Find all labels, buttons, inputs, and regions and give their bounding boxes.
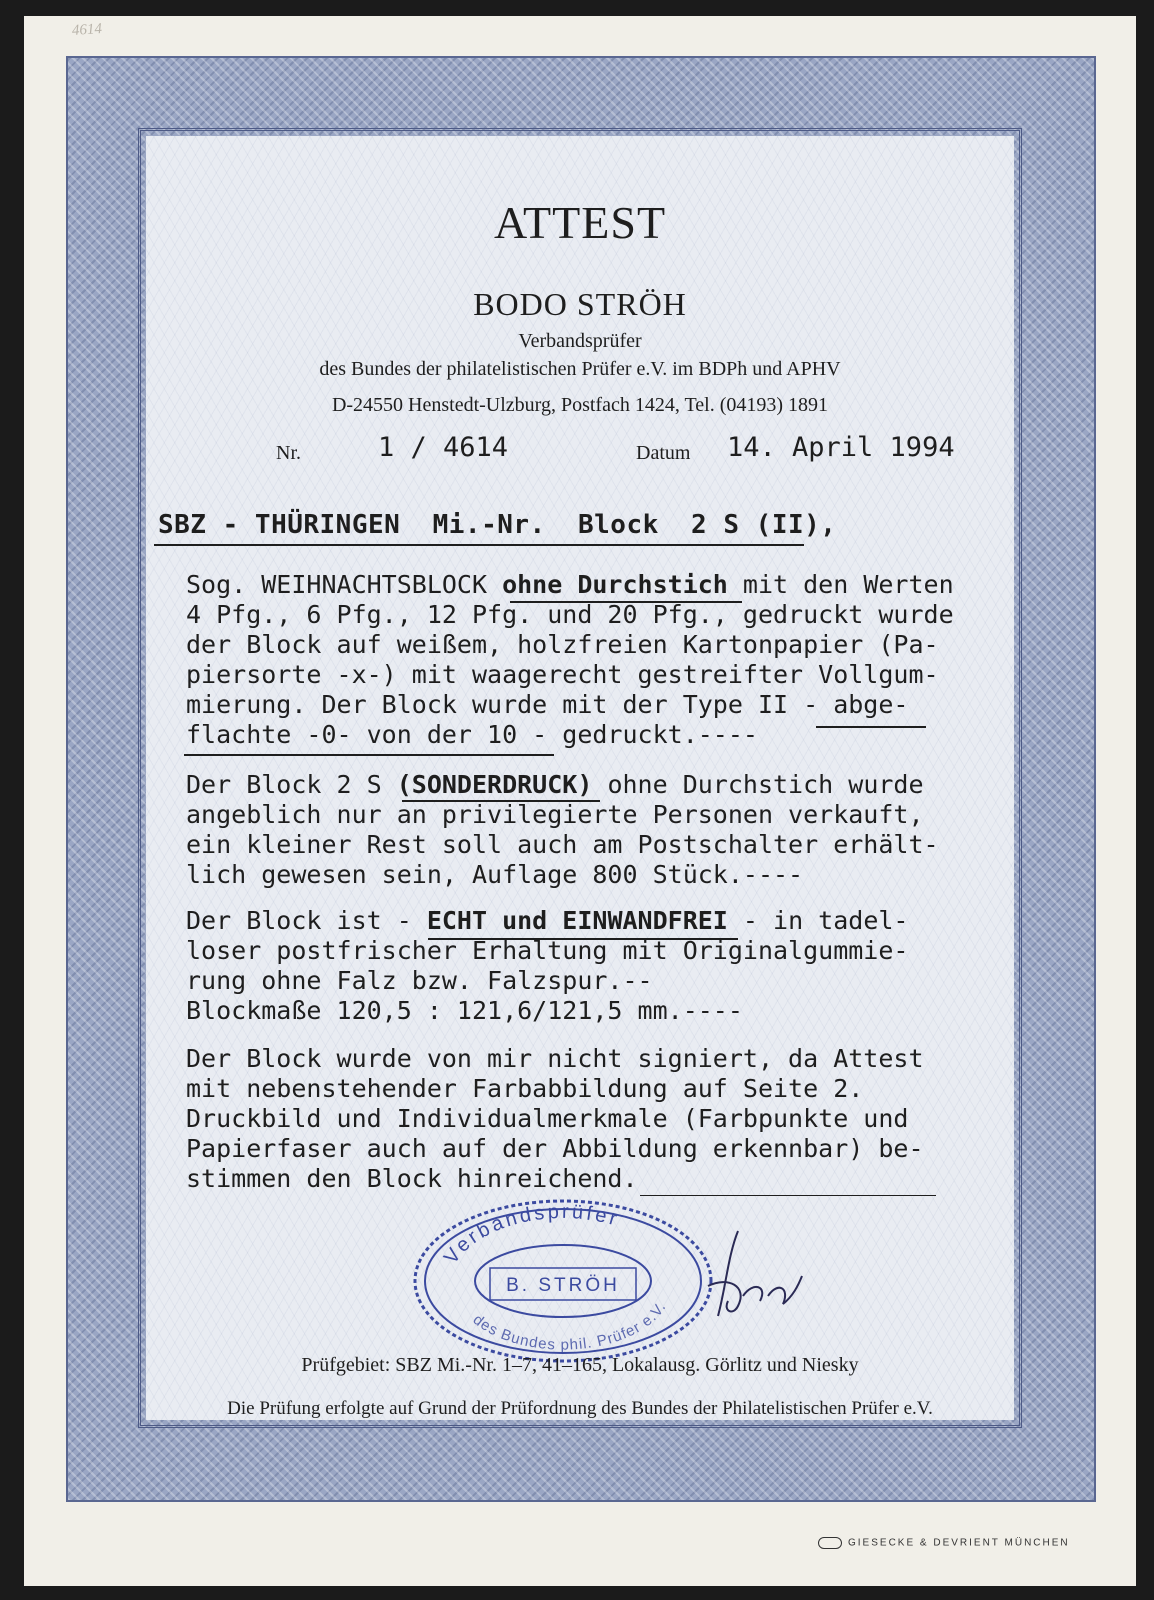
datum-label: Datum (636, 442, 691, 464)
subject-line: SBZ - THÜRINGEN Mi.-Nr. Block 2 S (II), (158, 510, 837, 540)
examiner-association: des Bundes der philatelistischen Prüfer e.V. im BDPh und APHV (319, 358, 841, 380)
p1-line6: flachte -0- von der 10 - gedruckt.---- (186, 720, 758, 749)
paragraph-description (186, 570, 954, 750)
p1-underline-1 (510, 601, 742, 603)
p1-line1c: mit den Werten (727, 570, 954, 599)
p1-line5: mierung. Der Block wurde mit der Type II - abge- (186, 690, 909, 719)
p2-line2: angeblich nur an privilegierte Personen verkauft, (186, 800, 924, 829)
datum-value: 14. April 1994 (727, 432, 955, 463)
examiner-stamp (408, 1196, 718, 1366)
p1-line1a: Sog. WEIHNACHTSBLOCK (186, 570, 503, 599)
pruefgebiet-line: Prüfgebiet: SBZ Mi.-Nr. 1–7, 41–165, Lokalausg. Görlitz und Niesky (301, 1354, 859, 1376)
p4-line5: stimmen den Block hinreichend. (186, 1164, 638, 1193)
p2-underline (402, 800, 600, 802)
stamp-ring-top: Verbandsprüfer (440, 1200, 623, 1269)
printer-name: GIESECKE & DEVRIENT MÜNCHEN (848, 1537, 1070, 1549)
svg-text:Verbandsprüfer (440, 1201, 622, 1268)
stamp-center: B. STRÖH (506, 1275, 620, 1296)
p4-line3: Druckbild und Individualmerkmale (Farbpunkte und (186, 1104, 909, 1133)
nr-label: Nr. (276, 442, 301, 464)
p2-line1c: ohne Durchstich wurde (592, 770, 924, 799)
p3-underline (428, 938, 738, 940)
nr-value: 1 / 4614 (378, 432, 509, 463)
certificate-title: ATTEST (493, 197, 667, 248)
paragraph-signature-note (186, 1044, 924, 1194)
printer-imprint (818, 1537, 1070, 1549)
p1-line2: 4 Pfg., 6 Pfg., 12 Pfg. und 20 Pfg., gedruckt wurde (186, 600, 954, 629)
pencil-note: 4614 (71, 20, 103, 40)
examiner-role: Verbandsprüfer (518, 330, 642, 352)
p2-line3: ein kleiner Rest soll auch am Postschalter erhält- (186, 830, 939, 859)
p1-underline-2 (816, 726, 926, 728)
paragraph-verdict (186, 906, 908, 1026)
p4-line2: mit nebenstehender Farbabbildung auf Seite 2. (186, 1074, 864, 1103)
p1-highlight: ohne Durchstich (502, 570, 728, 599)
p3-line1c: - in tadel- (727, 906, 909, 935)
p3-line3: rung ohne Falz bzw. Falzspur.-- (186, 966, 653, 995)
p2-highlight: (SONDERDRUCK) (396, 770, 593, 799)
p3-line1a: Der Block ist - (186, 906, 427, 935)
p3-highlight: ECHT und EINWANDFREI (426, 906, 728, 935)
p1-line4: piersorte -x-) mit waagerecht gestreifter Vollgum- (186, 660, 939, 689)
p2-line1a: Der Block 2 S (186, 770, 397, 799)
p1-underline-3 (184, 754, 554, 756)
p1-line3: der Block auf weißem, holzfreien Kartonpapier (Pa- (186, 630, 939, 659)
printer-logo-icon (818, 1537, 842, 1549)
stamp-ring-bottom: des Bundes phil. Prüfer e.V. (469, 1299, 670, 1354)
p2-line4: lich gewesen sein, Auflage 800 Stück.---- (186, 860, 804, 889)
handwritten-signature (698, 1226, 808, 1336)
examiner-address: D-24550 Henstedt-Ulzburg, Postfach 1424, Tel. (04193) 1891 (331, 394, 829, 416)
p3-line2: loser postfrischer Erhaltung mit Originalgummie- (186, 936, 909, 965)
p4-line4: Papierfaser auch auf der Abbildung erkennbar) be- (186, 1134, 924, 1163)
footer-note: Die Prüfung erfolgte auf Grund der Prüfordnung des Bundes der Philatelistischen Prüfer e.V. (227, 1398, 933, 1419)
p3-line4: Blockmaße 120,5 : 121,6/121,5 mm.---- (186, 996, 743, 1025)
examiner-name: BODO STRÖH (473, 286, 687, 322)
paragraph-special-print (186, 770, 939, 890)
subject-underline (154, 544, 804, 546)
p4-line1: Der Block wurde von mir nicht signiert, da Attest (186, 1044, 924, 1073)
